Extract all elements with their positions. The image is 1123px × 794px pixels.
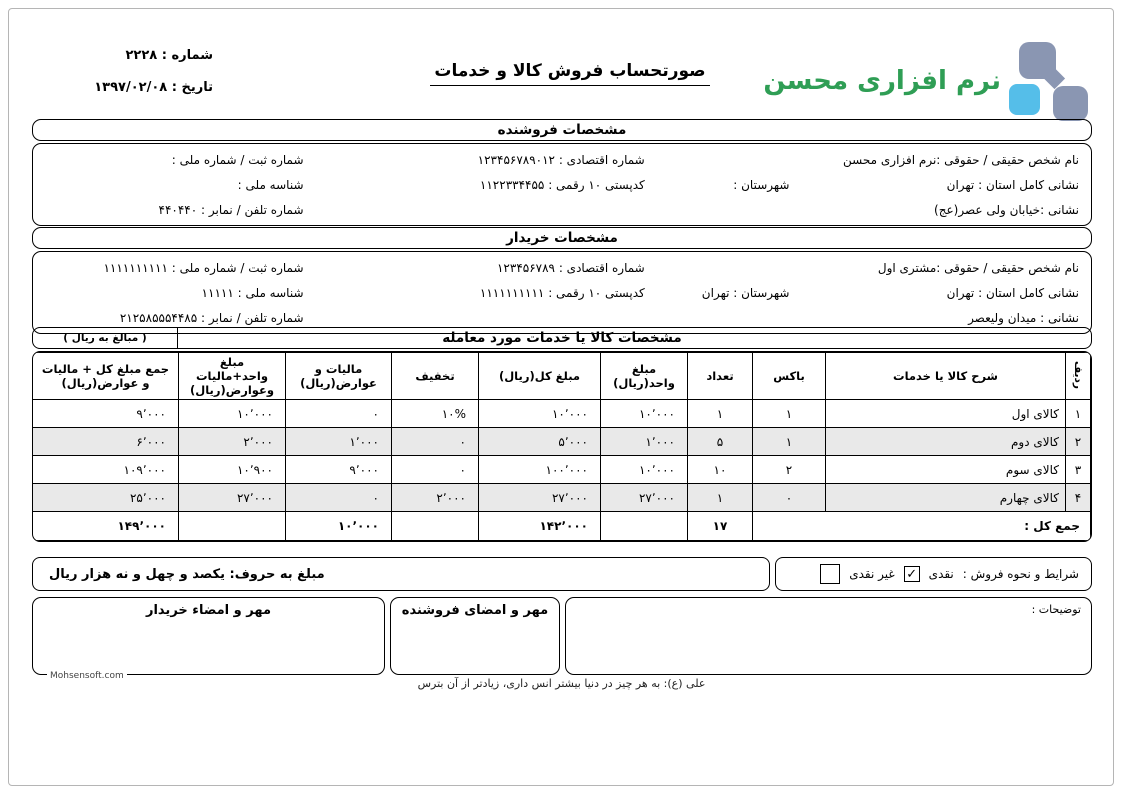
sale-terms-box [775, 557, 1092, 591]
buyer-section-title: مشخصات خریدار [32, 227, 1092, 249]
col-unit-plus-tax: مبلغ واحد+مالیات وعوارض(ریال) [179, 353, 286, 400]
buyer-economic-value: ۱۲۳۴۵۶۷۸۹ [496, 260, 555, 275]
item-cell-desc: کالای دوم [826, 428, 1066, 456]
item-cell-box: ۱ [753, 400, 826, 428]
items-tbody [33, 400, 1091, 512]
seller-national-id-label: شناسه ملی : [237, 177, 304, 192]
col-total-price: مبلغ کل(ریال) [479, 353, 601, 400]
buyer-national-id-value: ۱۱۱۱۱ [201, 285, 234, 300]
seller-economic-label: شماره اقتصادی : [558, 152, 645, 167]
item-cell-unit_tax: ۲۷٬۰۰۰ [179, 484, 286, 512]
seller-postal-value: ۱۱۲۲۳۳۴۴۵۵ [479, 177, 545, 192]
items-titlebar [32, 327, 1092, 349]
item-cell-tax: ۰ [286, 484, 392, 512]
item-cell-unit_tax: ۱۰٬۹۰۰ [179, 456, 286, 484]
item-cell-row: ۴ [1066, 484, 1091, 512]
seller-economic-value: ۱۲۳۴۵۶۷۸۹۰۱۲ [477, 152, 555, 167]
seller-postal-label: کدپستی ۱۰ رقمی : [548, 177, 645, 192]
items-section [32, 327, 1092, 542]
buyer-name-value: مشتری اول [877, 260, 937, 275]
total-qty: ۱۷ [688, 512, 753, 541]
seller-section-body [32, 143, 1092, 226]
total-empty-unit [601, 512, 688, 541]
seller-city-label: شهرستان : [733, 177, 790, 192]
watermark-text: Mohsensoft.com [47, 671, 127, 681]
buyer-registration [45, 261, 304, 275]
item-row [33, 400, 1091, 428]
seller-name [789, 153, 1079, 167]
buyer-name [789, 261, 1079, 275]
seller-city [645, 178, 790, 192]
buyer-signature-label: مهر و امضاء خریدار [145, 603, 271, 618]
seller-address-label: نشانی : [1040, 202, 1079, 217]
col-grand-total: جمع مبلغ کل + مالیات و عوارض(ریال) [33, 353, 179, 400]
invoice-number-value: ۲۲۲۸ [125, 48, 158, 63]
col-tax: مالیات و عوارض(ریال) [286, 353, 392, 400]
item-cell-grand: ۶٬۰۰۰ [33, 428, 179, 456]
seller-phone-value: ۴۴۰۴۴۰ [158, 202, 198, 217]
buyer-province [789, 286, 1079, 300]
seller-phone-label: شماره تلفن / نمابر : [201, 202, 304, 217]
page-title: صورتحساب فروش کالا و خدمات [380, 61, 760, 86]
seller-signature-box [390, 597, 560, 675]
item-cell-grand: ۹٬۰۰۰ [33, 400, 179, 428]
items-table-wrap [32, 351, 1092, 542]
col-box: باکس [753, 353, 826, 400]
total-label: جمع کل : [753, 512, 1091, 541]
total-tax: ۱۰٬۰۰۰ [286, 512, 392, 541]
item-cell-unit: ۱٬۰۰۰ [601, 428, 688, 456]
item-cell-qty: ۱ [688, 484, 753, 512]
total-amount: ۱۴۲٬۰۰۰ [479, 512, 601, 541]
item-cell-unit_tax: ۱۰٬۰۰۰ [179, 400, 286, 428]
buyer-city-label: شهرستان : [733, 285, 790, 300]
buyer-signature-box [32, 597, 385, 681]
item-cell-total: ۱۰۰٬۰۰۰ [479, 456, 601, 484]
item-cell-total: ۱۰٬۰۰۰ [479, 400, 601, 428]
logo-square-blue [1007, 82, 1042, 117]
invoice-number-label: شماره : [161, 48, 213, 63]
buyer-registration-label: شماره ثبت / شماره ملی : [171, 260, 304, 275]
buyer-address [304, 311, 1079, 325]
item-cell-row: ۲ [1066, 428, 1091, 456]
seller-address [304, 203, 1079, 217]
sale-terms-label: شرایط و نحوه فروش : [962, 567, 1079, 581]
item-cell-tax: ۱٬۰۰۰ [286, 428, 392, 456]
item-cell-box: ۰ [753, 484, 826, 512]
seller-province-value: تهران [946, 177, 975, 192]
total-empty-unit-tax [179, 512, 286, 541]
item-cell-discount: ۲٬۰۰۰ [392, 484, 479, 512]
invoice-date-label: تاریخ : [171, 80, 213, 95]
item-cell-unit_tax: ۲٬۰۰۰ [179, 428, 286, 456]
buyer-phone-value: ۲۱۲۵۸۵۵۵۴۴۸۵ [119, 310, 198, 325]
seller-name-label: نام شخص حقیقی / حقوقی : [936, 152, 1079, 167]
item-row [33, 484, 1091, 512]
buyer-economic [304, 261, 645, 275]
amount-in-words: مبلغ به حروف: یکصد و چهل و نه هزار ریال [32, 557, 770, 591]
footer-quote: علی (ع): به هر چیز در دنیا بیشتر انس داری، زیادتر از آن بترس [417, 677, 706, 690]
item-cell-grand: ۲۵٬۰۰۰ [33, 484, 179, 512]
logo-square-gray-bottom [1053, 86, 1088, 121]
buyer-address-value: میدان ولیعصر [968, 310, 1037, 325]
buyer-postal [304, 286, 645, 300]
invoice-meta [55, 48, 213, 95]
buyer-province-label: نشانی کامل استان : [978, 285, 1079, 300]
notes-box[interactable] [565, 597, 1092, 675]
item-cell-row: ۳ [1066, 456, 1091, 484]
seller-name-value: نرم افزاری محسن [843, 152, 937, 167]
invoice-date [55, 80, 213, 95]
buyer-economic-label: شماره اقتصادی : [558, 260, 645, 275]
col-discount: تخفیف [392, 353, 479, 400]
col-row: ردیف [1066, 353, 1091, 400]
buyer-name-label: نام شخص حقیقی / حقوقی : [936, 260, 1079, 275]
items-table [32, 352, 1091, 541]
seller-registration [45, 153, 304, 167]
cash-checkbox[interactable]: ✓ [904, 566, 920, 582]
company-logo-icon [1005, 40, 1097, 122]
item-cell-row: ۱ [1066, 400, 1091, 428]
col-qty: تعداد [688, 353, 753, 400]
item-cell-grand: ۱۰۹٬۰۰۰ [33, 456, 179, 484]
company-logo-text: نرم افزاری محسن [763, 66, 1001, 96]
items-header-row [33, 353, 1091, 400]
buyer-province-value: تهران [946, 285, 975, 300]
seller-registration-label: شماره ثبت / شماره ملی : [171, 152, 304, 167]
company-logo [763, 40, 1097, 122]
item-cell-desc: کالای اول [826, 400, 1066, 428]
seller-national-id [45, 178, 304, 192]
seller-postal [304, 178, 645, 192]
item-cell-unit: ۱۰٬۰۰۰ [601, 456, 688, 484]
invoice-date-value: ۱۳۹۷/۰۲/۰۸ [94, 80, 168, 95]
col-unit-price: مبلغ واحد(ریال) [601, 353, 688, 400]
seller-section-title: مشخصات فروشنده [32, 119, 1092, 141]
buyer-city-value: تهران [701, 285, 730, 300]
buyer-phone [45, 311, 304, 325]
total-grand: ۱۴۹٬۰۰۰ [33, 512, 179, 541]
buyer-address-label: نشانی : [1040, 310, 1079, 325]
item-cell-qty: ۱۰ [688, 456, 753, 484]
item-cell-total: ۵٬۰۰۰ [479, 428, 601, 456]
total-empty-discount [392, 512, 479, 541]
seller-province [789, 178, 1079, 192]
seller-phone [45, 203, 304, 217]
item-cell-total: ۲۷٬۰۰۰ [479, 484, 601, 512]
items-section-title: مشخصات کالا یا خدمات مورد معامله [442, 330, 682, 346]
notes-label: توضیحات : [1031, 603, 1081, 616]
item-cell-tax: ۹٬۰۰۰ [286, 456, 392, 484]
item-cell-qty: ۵ [688, 428, 753, 456]
item-cell-unit: ۲۷٬۰۰۰ [601, 484, 688, 512]
item-cell-discount: ۰ [392, 456, 479, 484]
buyer-national-id-label: شناسه ملی : [237, 285, 304, 300]
buyer-registration-value: ۱۱۱۱۱۱۱۱۱۱ [103, 260, 168, 275]
item-cell-qty: ۱ [688, 400, 753, 428]
seller-section [32, 119, 1092, 226]
buyer-postal-value: ۱۱۱۱۱۱۱۱۱۱ [479, 285, 545, 300]
buyer-national-id [45, 286, 304, 300]
item-cell-tax: ۰ [286, 400, 392, 428]
seller-signature-label: مهر و امضای فروشنده [401, 603, 549, 618]
item-row [33, 456, 1091, 484]
buyer-section-body [32, 251, 1092, 334]
col-description: شرح کالا یا خدمات [826, 353, 1066, 400]
item-cell-desc: کالای سوم [826, 456, 1066, 484]
buyer-postal-label: کدپستی ۱۰ رقمی : [548, 285, 645, 300]
item-cell-box: ۲ [753, 456, 826, 484]
amounts-in-rial-note: ( مبالغ به ریال ) [33, 328, 178, 348]
seller-province-label: نشانی کامل استان : [978, 177, 1079, 192]
buyer-city [645, 286, 790, 300]
non-cash-label: غیر نقدی [849, 567, 895, 581]
item-cell-discount: ۰ [392, 428, 479, 456]
item-cell-discount: ۱۰% [392, 400, 479, 428]
cash-label: نقدی [928, 567, 954, 581]
buyer-section [32, 227, 1092, 334]
seller-address-value: خیابان ولی عصر(عج) [934, 202, 1041, 217]
item-row [33, 428, 1091, 456]
item-cell-desc: کالای چهارم [826, 484, 1066, 512]
item-cell-unit: ۱۰٬۰۰۰ [601, 400, 688, 428]
non-cash-checkbox[interactable] [820, 564, 840, 584]
total-row [33, 512, 1091, 541]
buyer-phone-label: شماره تلفن / نمابر : [201, 310, 304, 325]
seller-economic [304, 153, 645, 167]
item-cell-box: ۱ [753, 428, 826, 456]
invoice-number [55, 48, 213, 63]
